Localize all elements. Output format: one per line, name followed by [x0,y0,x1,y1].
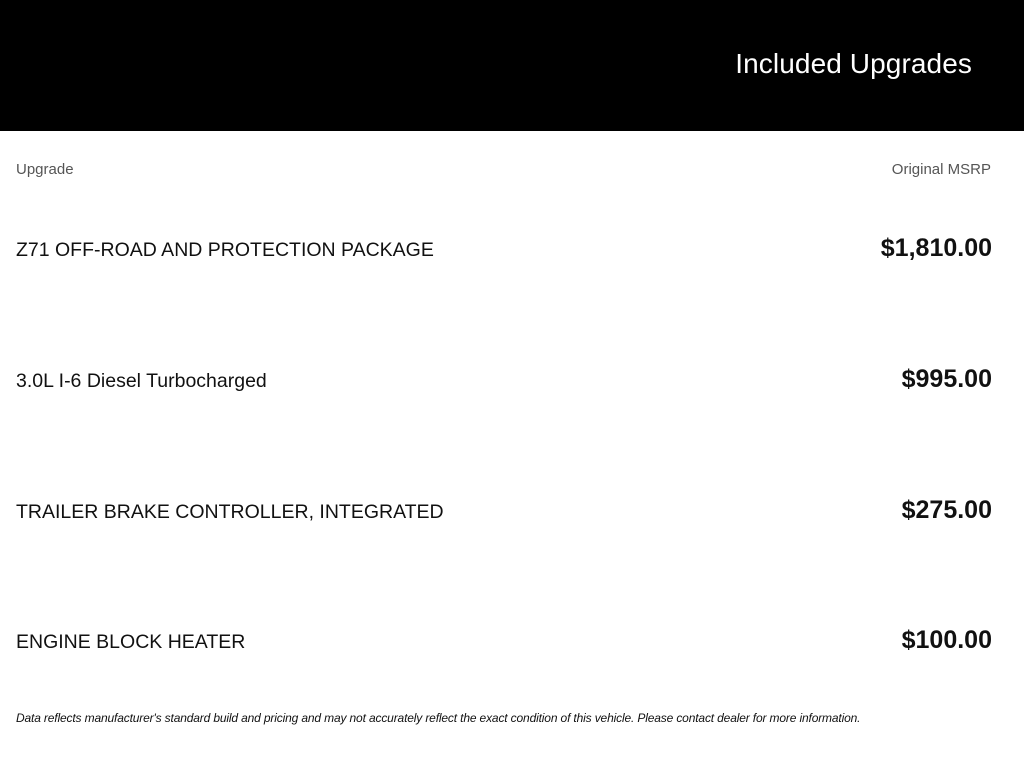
column-header-upgrade: Upgrade [16,161,74,178]
upgrade-price: $1,810.00 [880,234,992,262]
header-bar [0,0,1024,131]
upgrade-row [0,361,1024,401]
disclaimer-text: Data reflects manufacturer's standard build and pricing and may not accurately reflect the exact condition of this vehicle. Please contact dealer for more information. [16,711,861,725]
page-title: Included Upgrades [735,48,972,79]
upgrade-price: $275.00 [901,496,992,524]
upgrade-name: 3.0L I-6 Diesel Turbocharged [16,370,267,392]
column-header-msrp: Original MSRP [891,161,991,178]
upgrade-row [0,492,1024,532]
upgrade-price: $100.00 [901,626,992,654]
upgrade-row [0,230,1024,270]
upgrade-row [0,622,1024,662]
upgrade-price: $995.00 [901,365,992,393]
upgrade-name: TRAILER BRAKE CONTROLLER, INTEGRATED [16,501,444,523]
upgrade-name: Z71 OFF-ROAD AND PROTECTION PACKAGE [16,239,434,261]
upgrade-name: ENGINE BLOCK HEATER [16,631,246,653]
